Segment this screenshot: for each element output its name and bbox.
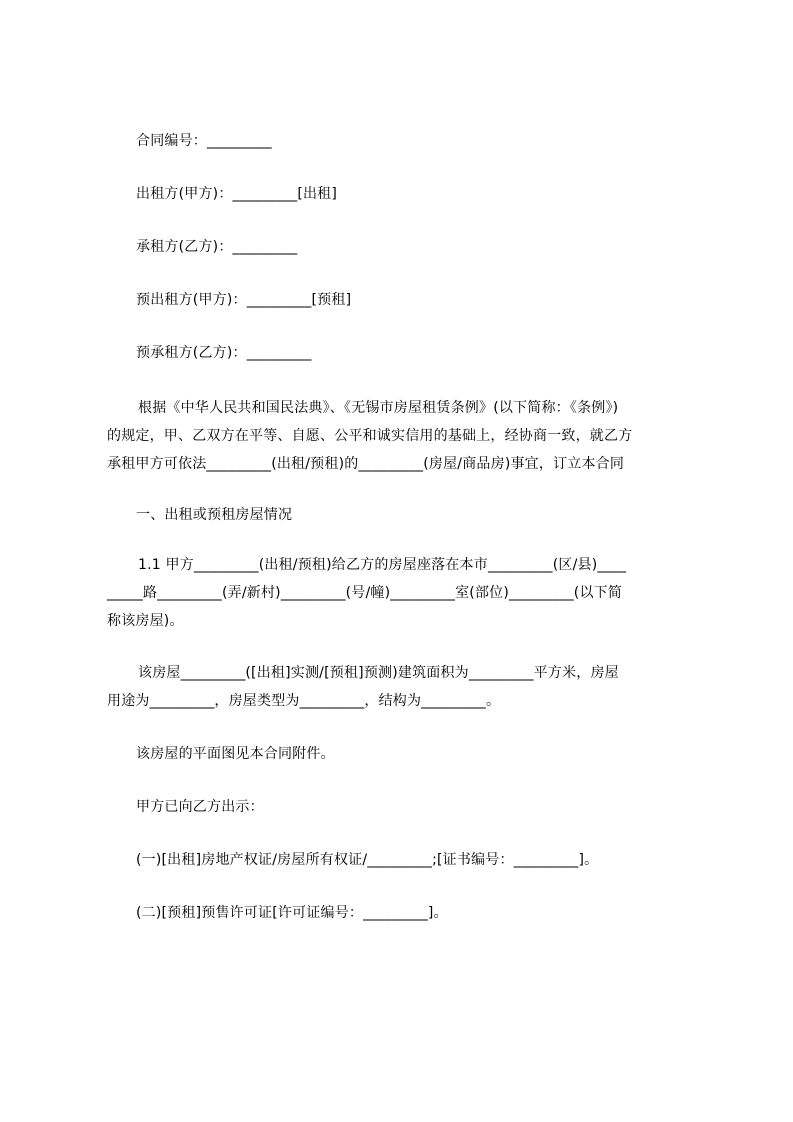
lessor-field: 出租方(甲方)：_________[出租] [136, 186, 338, 202]
area-line-2: 用途为_________，房屋类型为_________，结构为_________。 [107, 693, 501, 709]
contract-number-field: 合同编号：_________ [136, 133, 272, 149]
item-1-certificate: (一)[出租]房地产权证/房屋所有权证/_________;[证书编号：_________]。 [136, 852, 599, 868]
floor-plan-note: 该房屋的平面图见本合同附件。 [136, 746, 335, 762]
pre-lessor-field: 预出租方(甲方)：_________[预租] [136, 292, 352, 308]
item-2-presale-permit: (二)[预租]预售许可证[许可证编号：_________]。 [136, 905, 448, 921]
preamble-line-2: 的规定，甲、乙双方在平等、自愿、公平和诚实信用的基础上，经协商一致，就乙方 [107, 428, 633, 444]
clause-1-1-line-2: _____路_________(弄/新村)_________(号/幢)_________室(部位)_________(以下简 [107, 585, 623, 601]
preamble-line-1: 根据《中华人民共和国民法典》、《无锡市房屋租赁条例》(以下简称：《条例》) [138, 400, 619, 416]
clause-1-1-line-1: 1.1 甲方_________(出租/预租)给乙方的房屋座落在本市_________(区/县)____ [138, 557, 627, 573]
pre-lessee-field: 预承租方(乙方)：_________ [136, 345, 312, 361]
area-line-1: 该房屋_________([出租]实测/[预租]预测)建筑面积为_________平方米，房屋 [138, 665, 619, 681]
section-1-heading: 一、出租或预租房屋情况 [136, 507, 293, 523]
documents-shown-label: 甲方已向乙方出示： [136, 799, 264, 815]
clause-1-1-line-3: 称该房屋)。 [107, 613, 184, 629]
preamble-line-3: 承租甲方可依法_________(出租/预租)的_________(房屋/商品房)事宜，订立本合同 [107, 456, 625, 472]
lessee-field: 承租方(乙方)：_________ [136, 239, 298, 255]
